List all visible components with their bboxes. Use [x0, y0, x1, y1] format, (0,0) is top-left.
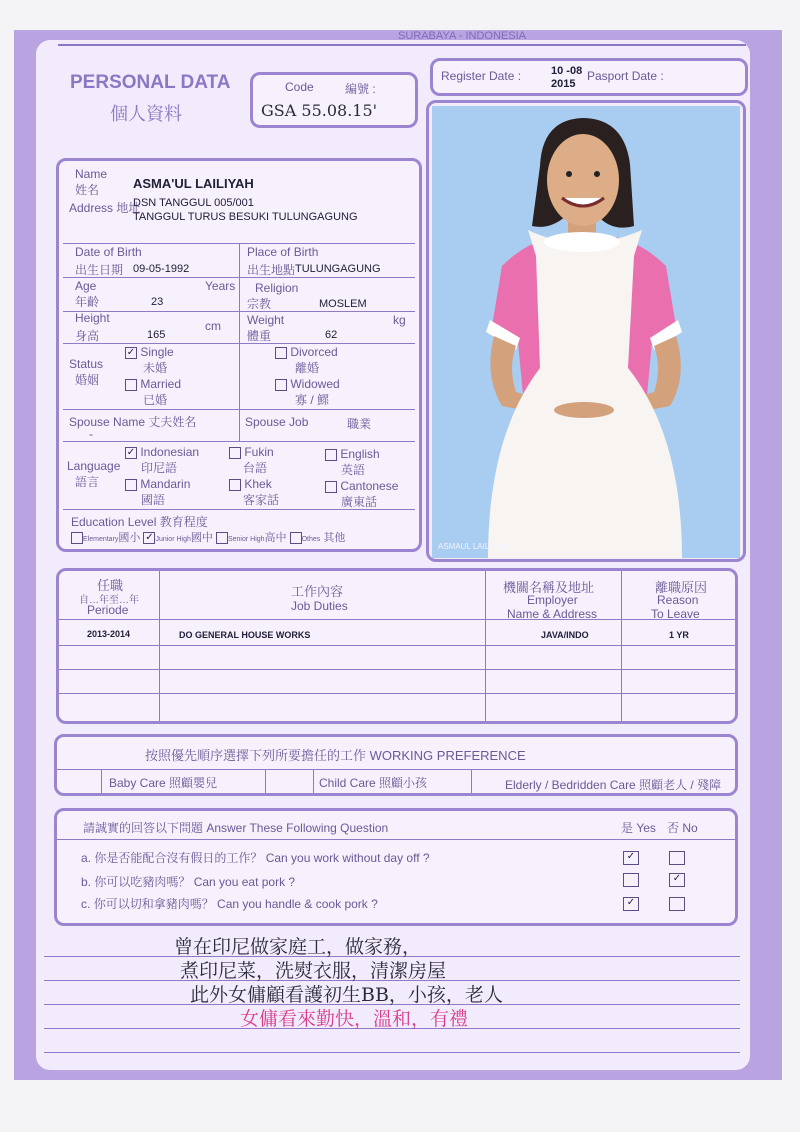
- religion-value: MOSLEM: [319, 298, 367, 310]
- lang-cantonese-cn: 廣東話: [341, 495, 378, 509]
- photo-caption: ASMAUL LAILIYAH: [438, 542, 508, 551]
- lang-mandarin[interactable]: Mandarin: [125, 477, 190, 491]
- status-single-cn: 未婚: [143, 361, 168, 375]
- note-line-2: 煮印尼菜，洗熨衣服，清潔房屋: [180, 960, 447, 982]
- status-widowed-cn: 寡 / 鰥: [295, 393, 330, 407]
- question-a-no-checkbox[interactable]: [669, 851, 685, 865]
- weight-label: Weight: [247, 313, 285, 327]
- english-checkbox[interactable]: [325, 449, 337, 461]
- question-b: b. 你可以吃豬肉嗎？ Can you eat pork ?: [81, 875, 296, 889]
- working-preference-box: [54, 734, 738, 796]
- spouse-job-label-cn: 職業: [347, 417, 372, 431]
- age-label-cn: 年齡: [75, 295, 100, 309]
- question-a: a. 你是否能配合沒有假日的工作？ Can you work without day off ?: [81, 851, 430, 865]
- col-duties-en: Job Duties: [291, 599, 348, 613]
- address-label: Address 地址: [69, 201, 141, 215]
- pob-label-cn: 出生地點: [247, 263, 296, 277]
- lang-indonesian-cn: 印尼語: [141, 461, 178, 475]
- col-period-sub: 自…年至…年: [79, 595, 139, 606]
- name-value: ASMA'UL LAILIYAH: [133, 176, 254, 191]
- col-period-cn: 任職: [97, 578, 124, 593]
- questions-title: 請誠實的回答以下問題 Answer These Following Question: [83, 821, 389, 835]
- weight-value: 62: [325, 329, 338, 341]
- dob-label: Date of Birth: [75, 245, 142, 259]
- lang-fukin[interactable]: Fukin: [229, 445, 274, 459]
- weight-unit: kg: [393, 313, 406, 327]
- lang-indonesian[interactable]: ✓ Indonesian: [126, 445, 200, 459]
- code-label: Code: [285, 80, 314, 94]
- code-value: GSA 55.08.15': [261, 101, 378, 120]
- dob-label-cn: 出生日期: [75, 263, 124, 277]
- note-line-1: 曾在印尼做家庭工，做家務，: [174, 936, 422, 958]
- lang-fukin-cn: 台語: [243, 461, 268, 475]
- row1-period: 2013-2014: [87, 629, 131, 639]
- education-options[interactable]: Elementary國小 ✓ Junior High國中 Senior High高中 Othes 其他: [71, 529, 345, 545]
- language-label-cn: 語言: [75, 475, 100, 489]
- register-box: [430, 58, 748, 96]
- height-label-cn: 身高: [75, 329, 100, 343]
- single-checkbox[interactable]: ✓: [126, 346, 136, 358]
- pref-elderly-care[interactable]: Elderly / Bedridden Care 照顧老人 / 殘障: [505, 778, 722, 792]
- row1-reason: 1 YR: [669, 630, 689, 640]
- question-c-no-checkbox[interactable]: [669, 897, 685, 911]
- name-label-cn: 姓名: [75, 183, 100, 197]
- indonesian-checkbox[interactable]: ✓: [126, 446, 136, 458]
- education-label: Education Level 教育程度: [71, 515, 208, 529]
- religion-label: Religion: [255, 281, 299, 295]
- divorced-checkbox[interactable]: [275, 347, 287, 359]
- lang-khek[interactable]: Khek: [229, 477, 272, 491]
- other-checkbox[interactable]: [290, 532, 302, 544]
- dob-value: 09-05-1992: [133, 263, 190, 275]
- status-widowed[interactable]: Widowed: [275, 377, 340, 391]
- cantonese-checkbox[interactable]: [325, 481, 337, 493]
- questions-box: [54, 808, 738, 926]
- address-line1: DSN TANGGUL 005/001: [133, 197, 254, 209]
- register-value: 10 -08 2015: [551, 65, 583, 90]
- weight-label-cn: 體重: [247, 329, 272, 343]
- age-label: Age: [75, 279, 97, 293]
- status-single[interactable]: ✓ Single: [126, 345, 174, 359]
- form-title-cn: 個人資料: [110, 104, 182, 124]
- height-unit: cm: [205, 319, 221, 333]
- khek-checkbox[interactable]: [229, 479, 241, 491]
- pob-value: TULUNGAGUNG: [295, 263, 381, 275]
- fukin-checkbox[interactable]: [229, 447, 241, 459]
- religion-label-cn: 宗教: [247, 297, 272, 311]
- status-label: Status: [69, 357, 104, 371]
- married-checkbox[interactable]: [125, 379, 137, 391]
- col-reason-en: Reason: [657, 593, 699, 607]
- note-line-4: 女傭看來勤快，溫和，有禮: [240, 1008, 469, 1030]
- age-unit: Years: [205, 279, 236, 293]
- question-a-yes-checkbox[interactable]: ✓: [623, 851, 639, 865]
- col-period-en: Periode: [87, 603, 129, 617]
- mandarin-checkbox[interactable]: [125, 479, 137, 491]
- language-label: Language: [67, 459, 121, 473]
- register-label: Register Date :: [441, 69, 522, 83]
- senior-high-checkbox[interactable]: [216, 532, 228, 544]
- question-c: c. 你可以切和拿豬肉嗎？ Can you handle & cook pork ?: [81, 897, 378, 911]
- status-divorced-cn: 離婚: [295, 361, 320, 375]
- name-label: Name: [75, 167, 108, 181]
- applicant-photo: [432, 106, 740, 558]
- work-history-table: [56, 568, 738, 724]
- passport-label: Pasport Date :: [587, 69, 664, 83]
- address-line2: TANGGUL TURUS BESUKI TULUNGAGUNG: [133, 211, 358, 223]
- col-reason-cn: 離職原因: [655, 580, 708, 595]
- org-header: SURABAYA - INDONESIA: [398, 30, 526, 42]
- col-employer-en2: Name & Address: [507, 607, 598, 621]
- spouse-job-label: Spouse Job: [245, 415, 309, 429]
- note-line-3: 此外女傭顧看護初生BB，小孩，老人: [190, 984, 503, 1006]
- col-reason-en2: To Leave: [651, 607, 700, 621]
- lang-khek-cn: 客家話: [243, 493, 280, 507]
- pob-label: Place of Birth: [247, 245, 319, 259]
- widowed-checkbox[interactable]: [275, 379, 287, 391]
- lang-mandarin-cn: 國語: [141, 493, 166, 507]
- yes-label: 是 Yes: [621, 821, 656, 835]
- lang-english-cn: 英語: [341, 463, 366, 477]
- col-employer-cn: 機關名稱及地址: [503, 580, 595, 595]
- question-c-yes-checkbox[interactable]: ✓: [623, 897, 639, 911]
- age-value: 23: [151, 296, 164, 308]
- col-employer-en: Employer: [527, 593, 578, 607]
- status-married[interactable]: Married: [125, 377, 181, 391]
- lang-english[interactable]: English: [325, 447, 380, 461]
- notes-area: [44, 936, 744, 1056]
- person-illustration: [432, 106, 740, 558]
- preference-title: 按照優先順序選擇下列所要擔任的工作 WORKING PREFERENCE: [145, 748, 526, 763]
- junior-high-checkbox[interactable]: ✓: [145, 532, 154, 544]
- no-label: 否 No: [667, 821, 698, 835]
- top-rule: [58, 44, 746, 46]
- pref-baby-care[interactable]: Baby Care 照顧嬰兒: [109, 776, 218, 790]
- row1-employer: JAVA/INDO: [541, 630, 589, 640]
- status-label-cn: 婚姻: [75, 373, 100, 387]
- row1-duties: DO GENERAL HOUSE WORKS: [179, 630, 311, 640]
- height-value: 165: [147, 329, 166, 341]
- question-b-no-checkbox[interactable]: ✓: [669, 873, 685, 887]
- status-divorced[interactable]: Divorced: [275, 345, 338, 359]
- question-b-yes-checkbox[interactable]: [623, 873, 639, 887]
- col-duties-cn: 工作內容: [291, 584, 344, 599]
- lang-cantonese[interactable]: Cantonese: [325, 479, 398, 493]
- pref-child-care[interactable]: Child Care 照顧小孩: [319, 776, 428, 790]
- form-title: PERSONAL DATA: [70, 72, 231, 93]
- status-married-cn: 已婚: [143, 393, 168, 407]
- spouse-name-label: Spouse Name 丈夫姓名: [69, 415, 197, 429]
- code-label-cn: 編號 :: [345, 82, 376, 96]
- height-label: Height: [75, 311, 110, 325]
- spouse-name-value: -: [89, 427, 93, 441]
- personal-info-box: [56, 158, 422, 552]
- code-box: [250, 72, 418, 128]
- elementary-checkbox[interactable]: [71, 532, 83, 544]
